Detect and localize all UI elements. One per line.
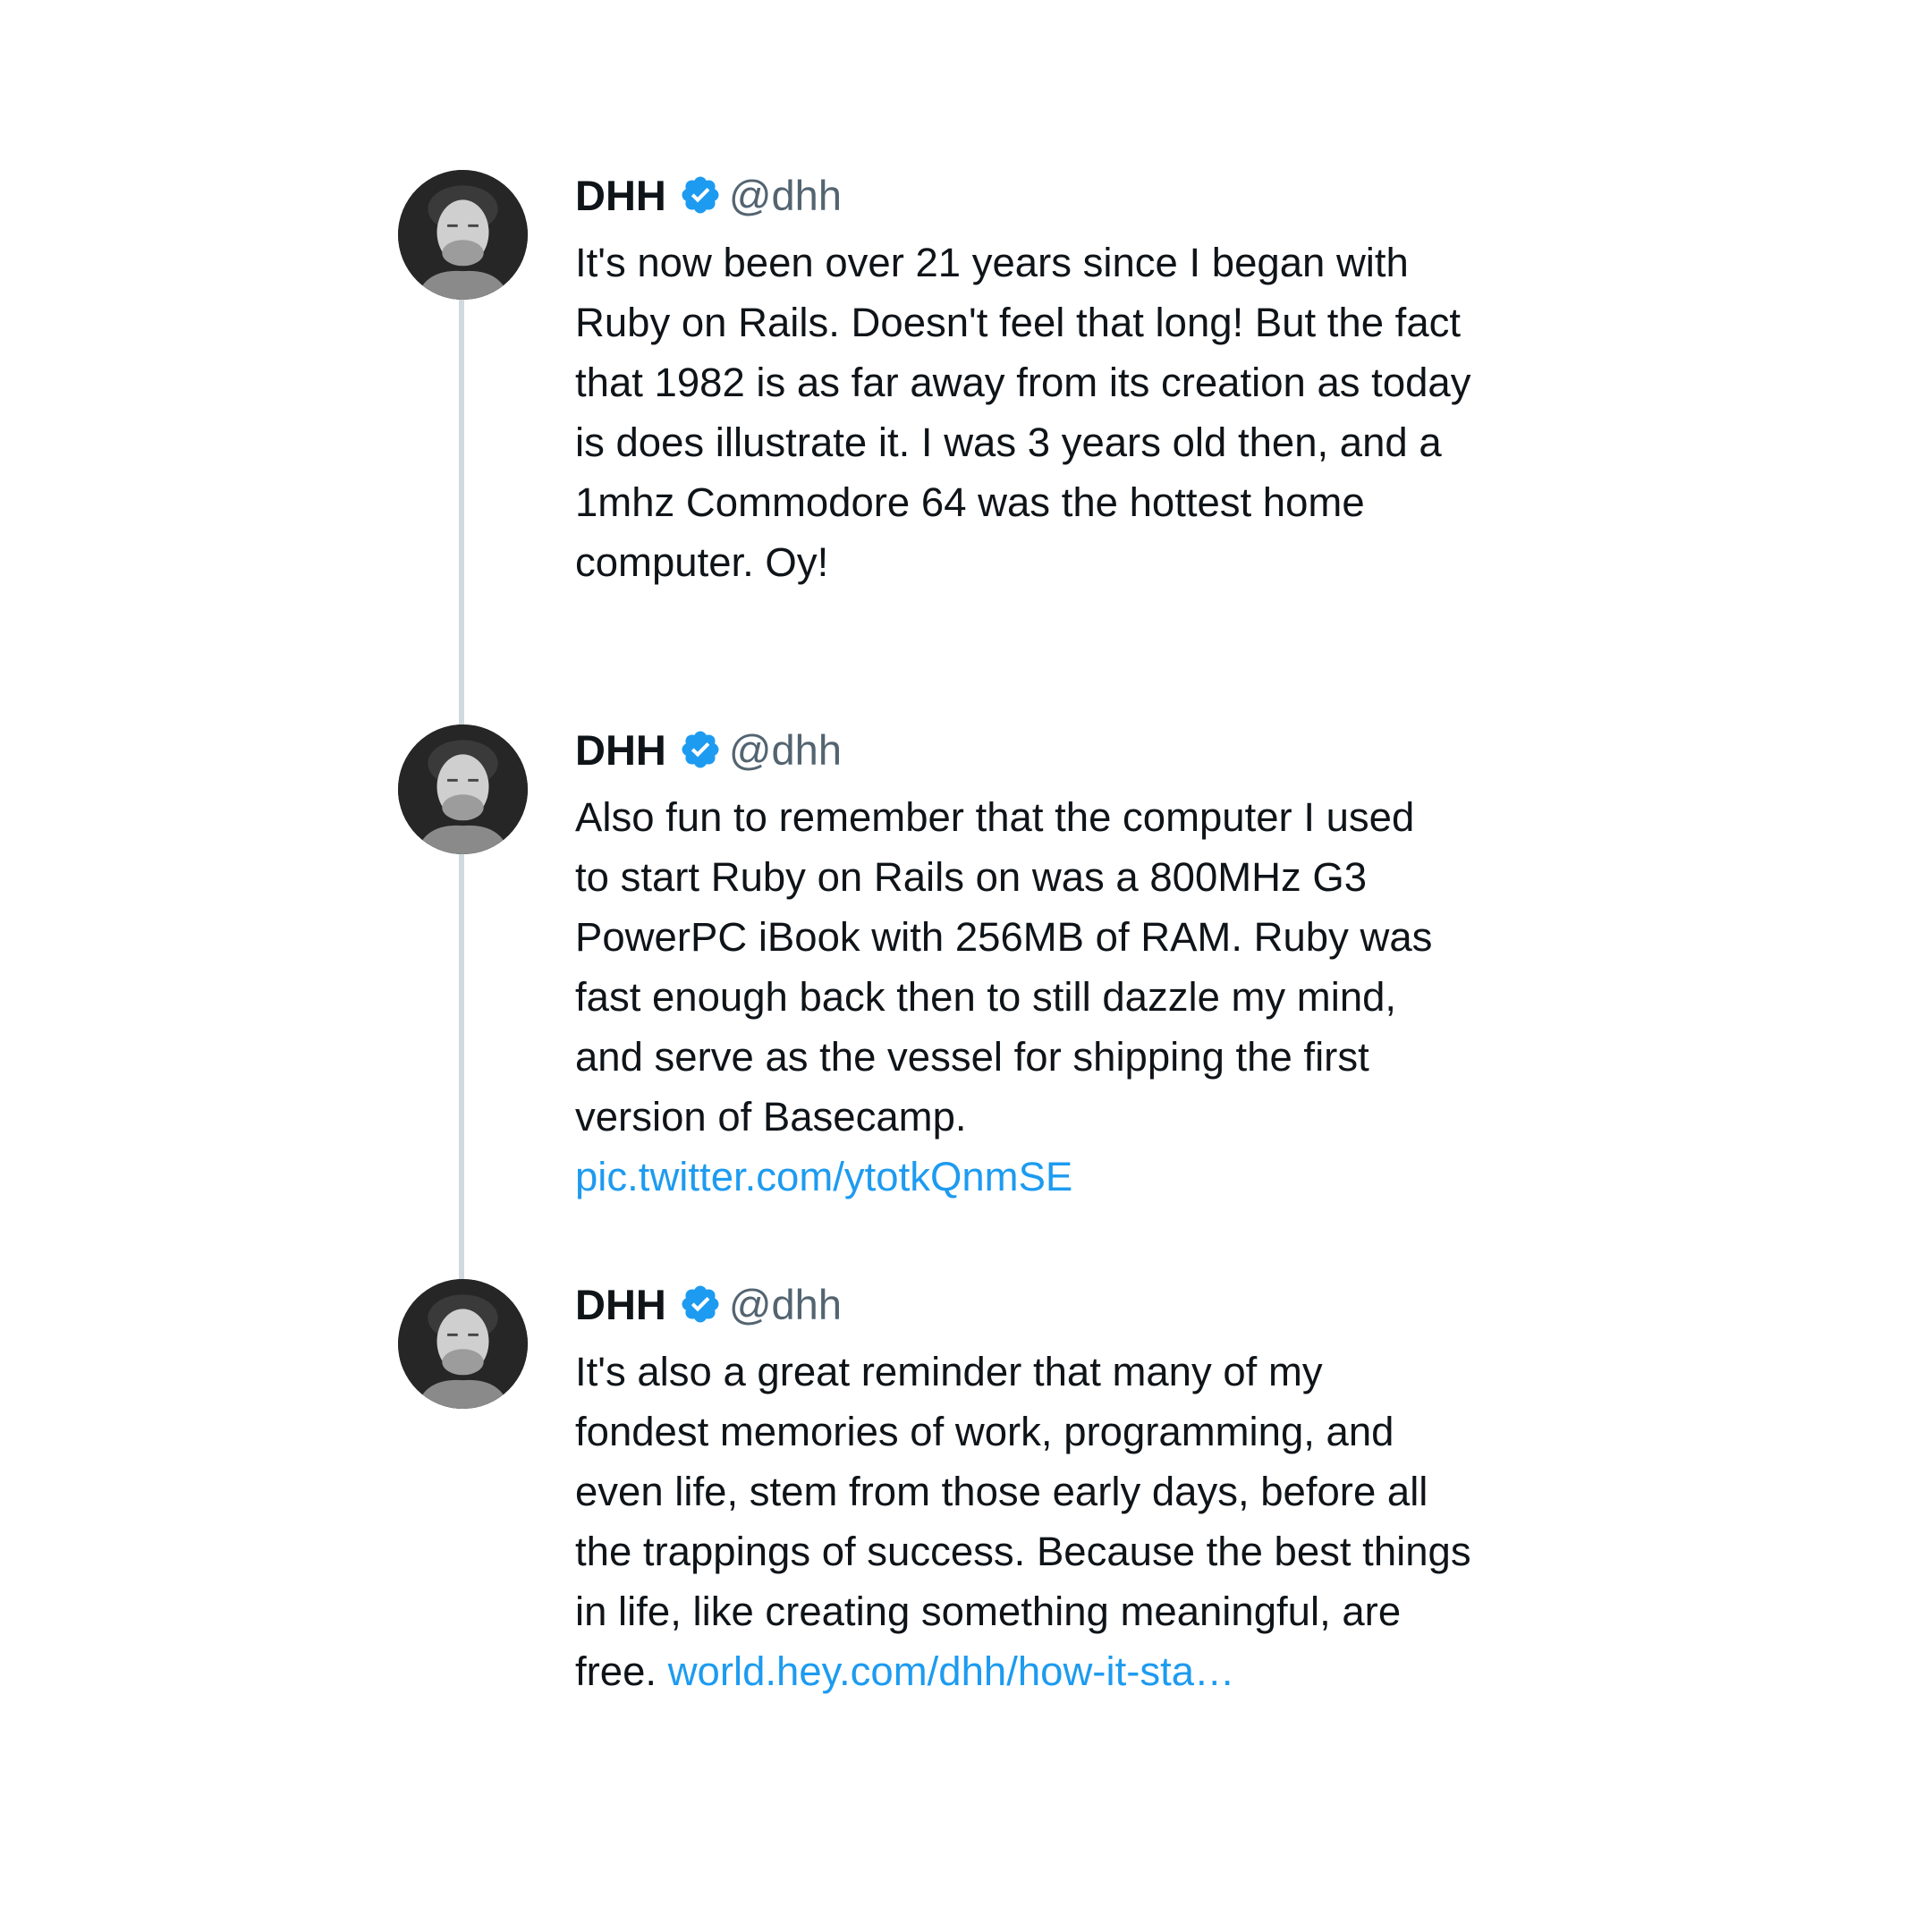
avatar[interactable]	[398, 724, 528, 854]
tweet-text-line: version of Basecamp.	[575, 1094, 967, 1140]
tweet-header	[575, 168, 1559, 222]
tweet-text-line: fondest memories of work, programming, and	[575, 1409, 1394, 1454]
tweet-text-line: It's also a great reminder that many of my	[575, 1349, 1323, 1394]
tweet-text-line: It's now been over 21 years since I began with	[575, 240, 1409, 285]
thread-connector-line	[459, 854, 464, 1279]
tweet-text-line: to start Ruby on Rails on was a 800MHz G3	[575, 854, 1368, 900]
author-handle[interactable]: @dhh	[728, 725, 842, 774]
author-name[interactable]: DHH	[575, 1280, 666, 1328]
tweet-text-line: fast enough back then to still dazzle my mind,	[575, 974, 1397, 1020]
tweet-text-line: Also fun to remember that the computer I used	[575, 794, 1415, 840]
tweet-text-line: Ruby on Rails. Doesn't feel that long! But the fact	[575, 300, 1462, 345]
tweet-text	[575, 233, 1559, 592]
tweet-content	[575, 170, 1559, 592]
tweet-text-line: is does illustrate it. I was 3 years old then, and a	[575, 419, 1442, 465]
tweet-text-line: 1mhz Commodore 64 was the hottest home	[575, 479, 1365, 525]
author-name[interactable]: DHH	[575, 171, 666, 219]
verified-badge-icon	[679, 174, 722, 216]
avatar[interactable]	[398, 1279, 528, 1409]
author-handle[interactable]: @dhh	[728, 1280, 842, 1328]
media-link[interactable]: pic.twitter.com/ytotkQnmSE	[575, 1154, 1073, 1199]
author-handle[interactable]: @dhh	[728, 171, 842, 219]
tweet-header	[575, 1277, 1559, 1331]
avatar[interactable]	[398, 170, 528, 300]
tweet-text-line: computer. Oy!	[575, 539, 829, 585]
verified-badge-icon	[679, 1283, 722, 1326]
author-name[interactable]: DHH	[575, 725, 666, 774]
tweet-text-line: PowerPC iBook with 256MB of RAM. Ruby was	[575, 914, 1433, 960]
tweet-content	[575, 724, 1559, 1207]
thread-connector-line	[459, 300, 464, 724]
tweet-text-line: the trappings of success. Because the best things	[575, 1529, 1471, 1574]
tweet-text-line: even life, stem from those early days, before all	[575, 1469, 1428, 1514]
tweet-text	[575, 787, 1559, 1207]
tweet-text	[575, 1342, 1559, 1701]
avatar-photo-icon	[398, 1279, 528, 1409]
tweet-header	[575, 723, 1559, 776]
tweet-text-fragment: free.	[575, 1648, 668, 1694]
tweet-text-line-last	[575, 1641, 1559, 1701]
verified-badge-icon	[679, 728, 722, 771]
tweet-text-line: and serve as the vessel for shipping the first	[575, 1034, 1369, 1080]
tweet-text-line: in life, like creating something meaningful, are	[575, 1589, 1402, 1634]
tweet-text-line: that 1982 is as far away from its creation as today	[575, 360, 1471, 405]
avatar-photo-icon	[398, 170, 528, 300]
avatar-photo-icon	[398, 724, 528, 854]
article-link[interactable]: world.hey.com/dhh/how-it-sta…	[667, 1648, 1235, 1694]
tweet-content	[575, 1279, 1559, 1701]
